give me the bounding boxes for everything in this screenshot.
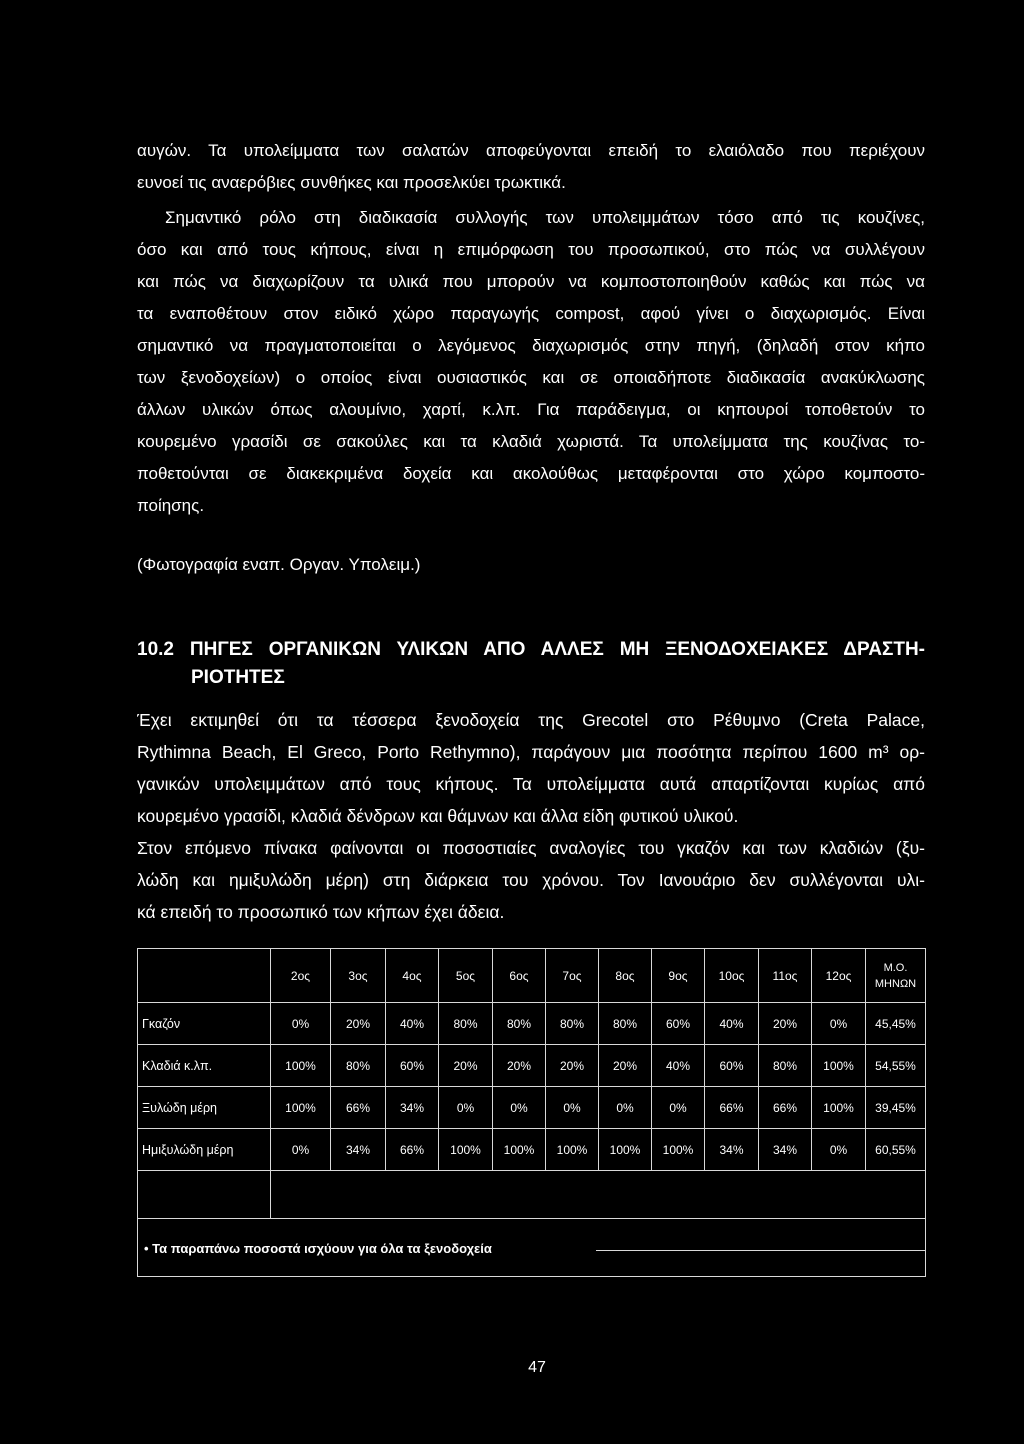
month-header: 12ος [812,949,866,1003]
footnote-rule [596,1250,926,1251]
table-cell: 80% [493,1003,546,1045]
table-cell: 20% [546,1045,599,1087]
month-header: 4ος [386,949,439,1003]
table-cell: 40% [652,1045,705,1087]
average-header [866,949,926,1003]
table-footnote-row [138,1219,926,1277]
row-label: Ξυλώδη μέρη [138,1087,271,1129]
table-cell: 0% [812,1003,866,1045]
paragraph-line: αυγών. Τα υπολείμματα των σαλατών αποφεύγονται επειδή το ελαιόλαδο που περιέχουν [137,141,925,160]
paragraph-line: κουρεμένο γρασίδι σε σακούλες και τα κλαδιά χωριστά. Τα υπολείμματα της κουζίνας το- [137,432,925,451]
table-row [138,1045,926,1087]
footnote: • Τα παραπάνω ποσοστά ισχύουν για όλα τα ξενοδοχεία [144,1241,492,1256]
month-header: 2ος [271,949,331,1003]
table-cell: 0% [652,1087,705,1129]
table-cell: 100% [271,1045,331,1087]
table-cell: 0% [439,1087,493,1129]
month-header: 10ος [705,949,759,1003]
paragraph-line: τα εναποθέτουν στον ειδικό χώρο παραγωγής compost, αφού γίνει ο διαχωρισμός. Είναι [137,304,925,323]
table-cell: 66% [705,1087,759,1129]
heading-line: ΡΙΟΤΗΤΕΣ [191,667,285,688]
average-cell: 60,55% [866,1129,926,1171]
table-cell: 80% [599,1003,652,1045]
empty-label-cell [138,1171,271,1219]
table-cell: 100% [439,1129,493,1171]
table-row [138,1129,926,1171]
table-cell: 60% [386,1045,439,1087]
table-cell: 34% [386,1087,439,1129]
table-cell: 100% [812,1045,866,1087]
table-cell: 0% [493,1087,546,1129]
row-label: Γκαζόν [138,1003,271,1045]
table-cell: 60% [652,1003,705,1045]
table-cell: 34% [331,1129,386,1171]
table-cell: 100% [599,1129,652,1171]
table-cell: 20% [759,1003,812,1045]
month-header: 3ος [331,949,386,1003]
footnote-container [138,1219,925,1276]
paragraph-line: κουρεμένο γρασίδι, κλαδιά δένδρων και θάμνων και άλλα είδη φυτικού υλικού. [137,806,739,826]
month-header: 6ος [493,949,546,1003]
paragraph-line: γανικών υπολειμμάτων από τους κήπους. Τα υπολείμματα αυτά απαρτίζονται κυρίως από [137,774,925,794]
row-label: Ημιξυλώδη μέρη [138,1129,271,1171]
paragraph-line: Σημαντικό ρόλο στη διαδικασία συλλογής των υπολειμμάτων τόσο από τις κουζίνες, [165,208,925,227]
month-header: 11ος [759,949,812,1003]
average-header-line1: Μ.Ο. [883,961,908,974]
table-cell: 40% [386,1003,439,1045]
table-cell: 100% [271,1087,331,1129]
table-cell: 20% [439,1045,493,1087]
paragraph-line: ευνοεί τις αναερόβιες συνθήκες και προσελκύει τρωκτικά. [137,173,566,192]
table-cell: 80% [759,1045,812,1087]
paragraph-line: ποίησης. [137,496,205,515]
paragraph-line: σημαντικό να πραγματοποιείται ο λεγόμενος διαχωρισμός στην πηγή, (δηλαδή στον κήπο [137,336,925,355]
table-cell: 0% [812,1129,866,1171]
paragraph-line: και πώς να διαχωρίζουν τα υλικά που μπορούν να κομποστοποιηθούν καθώς και πώς να [137,272,925,291]
section-heading [137,636,925,692]
paragraph-line: Στον επόμενο πίνακα φαίνονται οι ποσοστιαίες αναλογίες του γκαζόν και των κλαδιών (ξυ- [137,838,925,858]
average-cell: 54,55% [866,1045,926,1087]
month-header: 8ος [599,949,652,1003]
table-cell: 66% [759,1087,812,1129]
footnote-cell [138,1219,926,1277]
table-cell: 20% [493,1045,546,1087]
table-cell: 66% [386,1129,439,1171]
average-cell: 39,45% [866,1087,926,1129]
table-cell: 34% [705,1129,759,1171]
table-cell: 20% [599,1045,652,1087]
table-corner-cell [138,949,271,1003]
page-number: 47 [528,1359,546,1376]
table-row [138,1003,926,1045]
paragraph-line: λώδη και ημιξυλώδη μέρη) στη διάρκεια του χρόνου. Τον Ιανουάριο δεν συλλέγονται υλι- [137,870,925,890]
paragraph-line: των ξενοδοχείων) ο οποίος είναι ουσιαστικός και σε οποιαδήποτε διαδικασία ανακύκλωσης [137,368,925,387]
paragraph-line: Rythimna Beach, El Greco, Porto Rethymno), παράγουν μια ποσότητα περίπου 1600 m³ ορ- [137,742,925,762]
month-header: 7ος [546,949,599,1003]
paragraph-line: όσο και από τους κήπους, είναι η επιμόρφωση του προσωπικού, στο πώς να συλλέγουν [137,240,925,259]
table-cell: 0% [271,1003,331,1045]
table-cell: 0% [599,1087,652,1129]
table-cell: 66% [331,1087,386,1129]
table-cell: 40% [705,1003,759,1045]
table-empty-row [138,1171,926,1219]
heading-line: 10.2 ΠΗΓΕΣ ΟΡΓΑΝΙΚΩΝ ΥΛΙΚΩΝ ΑΠΟ ΑΛΛΕΣ ΜΗ ΞΕΝΟΔΟΧΕΙΑΚΕΣ ΔΡΑΣΤΗ- [137,639,925,660]
paragraph-garden-waste [137,704,925,928]
empty-cell [271,1171,926,1219]
table-cell: 100% [812,1087,866,1129]
photo-caption: (Φωτογραφία εναπ. Οργαν. Υπολειμ.) [137,555,421,574]
table-cell: 60% [705,1045,759,1087]
table-cell: 0% [546,1087,599,1129]
table-cell: 0% [271,1129,331,1171]
table-cell: 80% [439,1003,493,1045]
table-cell: 80% [546,1003,599,1045]
table-row [138,1087,926,1129]
table-cell: 100% [493,1129,546,1171]
month-header: 5ος [439,949,493,1003]
table-cell: 100% [546,1129,599,1171]
table-header-row [138,949,926,1003]
row-label: Κλαδιά κ.λπ. [138,1045,271,1087]
month-header: 9ος [652,949,705,1003]
paragraph-line: ποθετούνται σε διακεκριμένα δοχεία και ακολούθως μεταφέρονται στο χώρο κομποστο- [137,464,925,483]
paragraph-line: Έχει εκτιμηθεί ότι τα τέσσερα ξενοδοχεία της Grecotel στο Ρέθυμνο (Creta Palace, [137,710,925,730]
average-header-line2: ΜΗΝΩΝ [874,977,917,990]
monthly-proportions-table [137,948,926,1277]
average-cell: 45,45% [866,1003,926,1045]
paragraph-line: άλλων υλικών όπως αλουμίνιο, χαρτί, κ.λπ. Για παράδειγμα, οι κηπουροί τοποθετούν το [137,400,925,419]
table-cell: 80% [331,1045,386,1087]
paragraph-line: κά επειδή το προσωπικό των κήπων έχει άδεια. [137,902,505,922]
table-cell: 20% [331,1003,386,1045]
table-cell: 100% [652,1129,705,1171]
table-cell: 34% [759,1129,812,1171]
paragraph-compost-collection [137,135,925,522]
